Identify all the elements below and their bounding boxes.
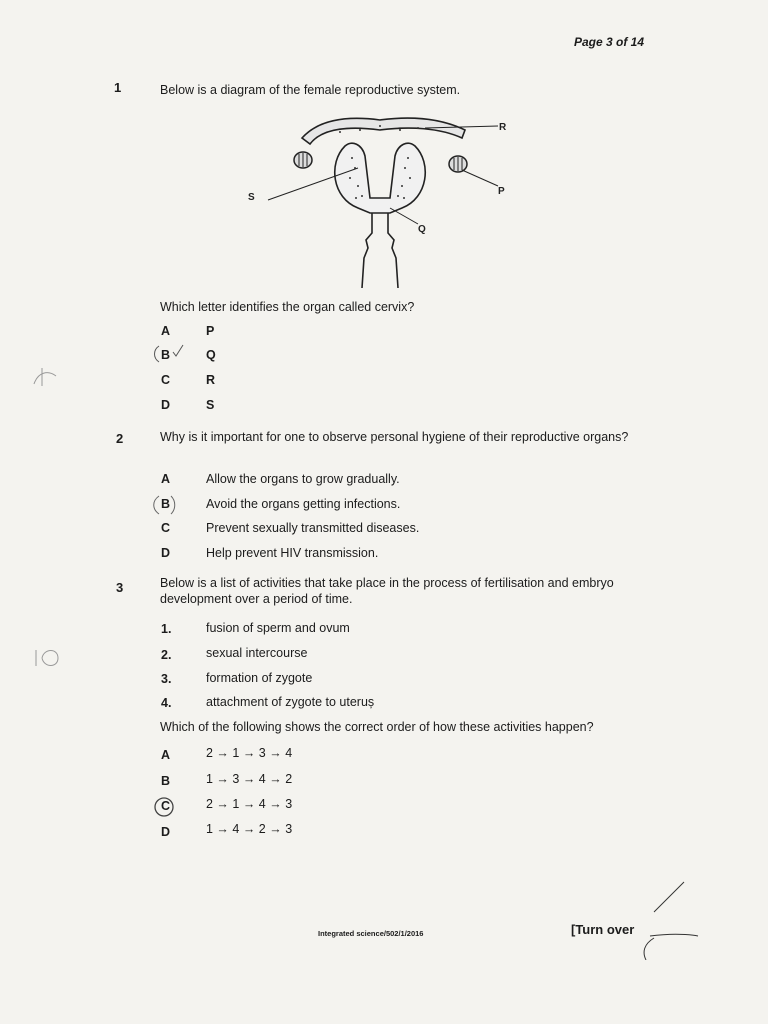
question-3-stem: Below is a list of activities that take place in the process of fertilisation and embryo development over a period of time.	[160, 576, 614, 606]
q3-list-number: 4.	[161, 696, 172, 710]
q1-option-text: R	[206, 373, 216, 387]
q3-option-letter: B	[161, 774, 171, 788]
paper-code: Integrated science/502/1/2016	[318, 929, 424, 938]
q3-list-number: 3.	[161, 672, 172, 686]
q3-list-text: sexual intercourse	[206, 646, 308, 660]
q2-option-text: Avoid the organs getting infections.	[206, 497, 401, 511]
q2-option-text: Prevent sexually transmitted diseases.	[206, 521, 420, 535]
q2-option-letter: A	[161, 472, 171, 486]
q2-option-letter: D	[161, 546, 171, 560]
fallopian-tubes-shape	[302, 118, 465, 144]
q3-list-number: 1.	[161, 622, 172, 636]
q1-option-letter: D	[161, 398, 171, 412]
q3-list-number: 2.	[161, 648, 172, 662]
q1-option-letter: C	[161, 373, 171, 387]
question-2-stem: Why is it important for one to observe personal hygiene of their reproductive organs?	[160, 430, 629, 444]
q2-option-text: Help prevent HIV transmission.	[206, 546, 379, 560]
q3-list-text: attachment of zygote to uteruș	[206, 695, 375, 709]
label-line-q	[390, 208, 418, 224]
uterus-wall-shape	[335, 143, 426, 213]
q3-option-text: 2 → 1 → 4 → 3	[206, 797, 293, 811]
q2-option-text: Allow the organs to grow gradually.	[206, 472, 400, 486]
q3-list-text: fusion of sperm and ovum	[206, 621, 350, 635]
turn-over-label: [Turn over	[571, 922, 635, 937]
page-number: Page 3 of 14	[574, 35, 645, 49]
question-3-prompt: Which of the following shows the correct order of how these activities happen?	[160, 720, 594, 734]
diagram-label-s: S	[248, 192, 255, 203]
q3-option-text: 1 → 4 → 2 → 3	[206, 822, 293, 836]
diagram-label-q: Q	[418, 224, 426, 235]
q1-option-text: S	[206, 398, 215, 412]
question-1-prompt: Which letter identifies the organ called cervix?	[160, 300, 415, 314]
q2-option-letter: C	[161, 521, 171, 535]
diagram-label-r: R	[499, 122, 507, 133]
question-2-number: 2	[116, 431, 124, 446]
cervix-vagina-shape	[362, 213, 398, 288]
margin-scribble	[28, 364, 62, 392]
q1-option-text: P	[206, 324, 215, 338]
q3-list-text: formation of zygote	[206, 671, 313, 685]
q2-option-letter: B	[161, 497, 171, 511]
question-1-number: 1	[114, 80, 122, 95]
q1-option-text: Q	[206, 348, 216, 362]
q3-option-text: 2 → 1 → 3 → 4	[206, 746, 293, 760]
diagram-label-p: P	[498, 186, 505, 197]
q3-option-letter: C	[161, 799, 171, 813]
label-line-p	[462, 170, 498, 186]
q3-option-letter: A	[161, 748, 171, 762]
q1-option-letter: B	[161, 348, 171, 362]
q3-option-letter: D	[161, 825, 171, 839]
q3-option-text: 1 → 3 → 4 → 2	[206, 772, 293, 786]
margin-scribble	[640, 880, 700, 960]
question-3-number: 3	[116, 580, 124, 595]
reproductive-system-diagram	[240, 108, 540, 293]
question-1-stem: Below is a diagram of the female reproductive system.	[160, 83, 461, 97]
margin-scribble	[30, 644, 64, 672]
q1-option-letter: A	[161, 324, 171, 338]
